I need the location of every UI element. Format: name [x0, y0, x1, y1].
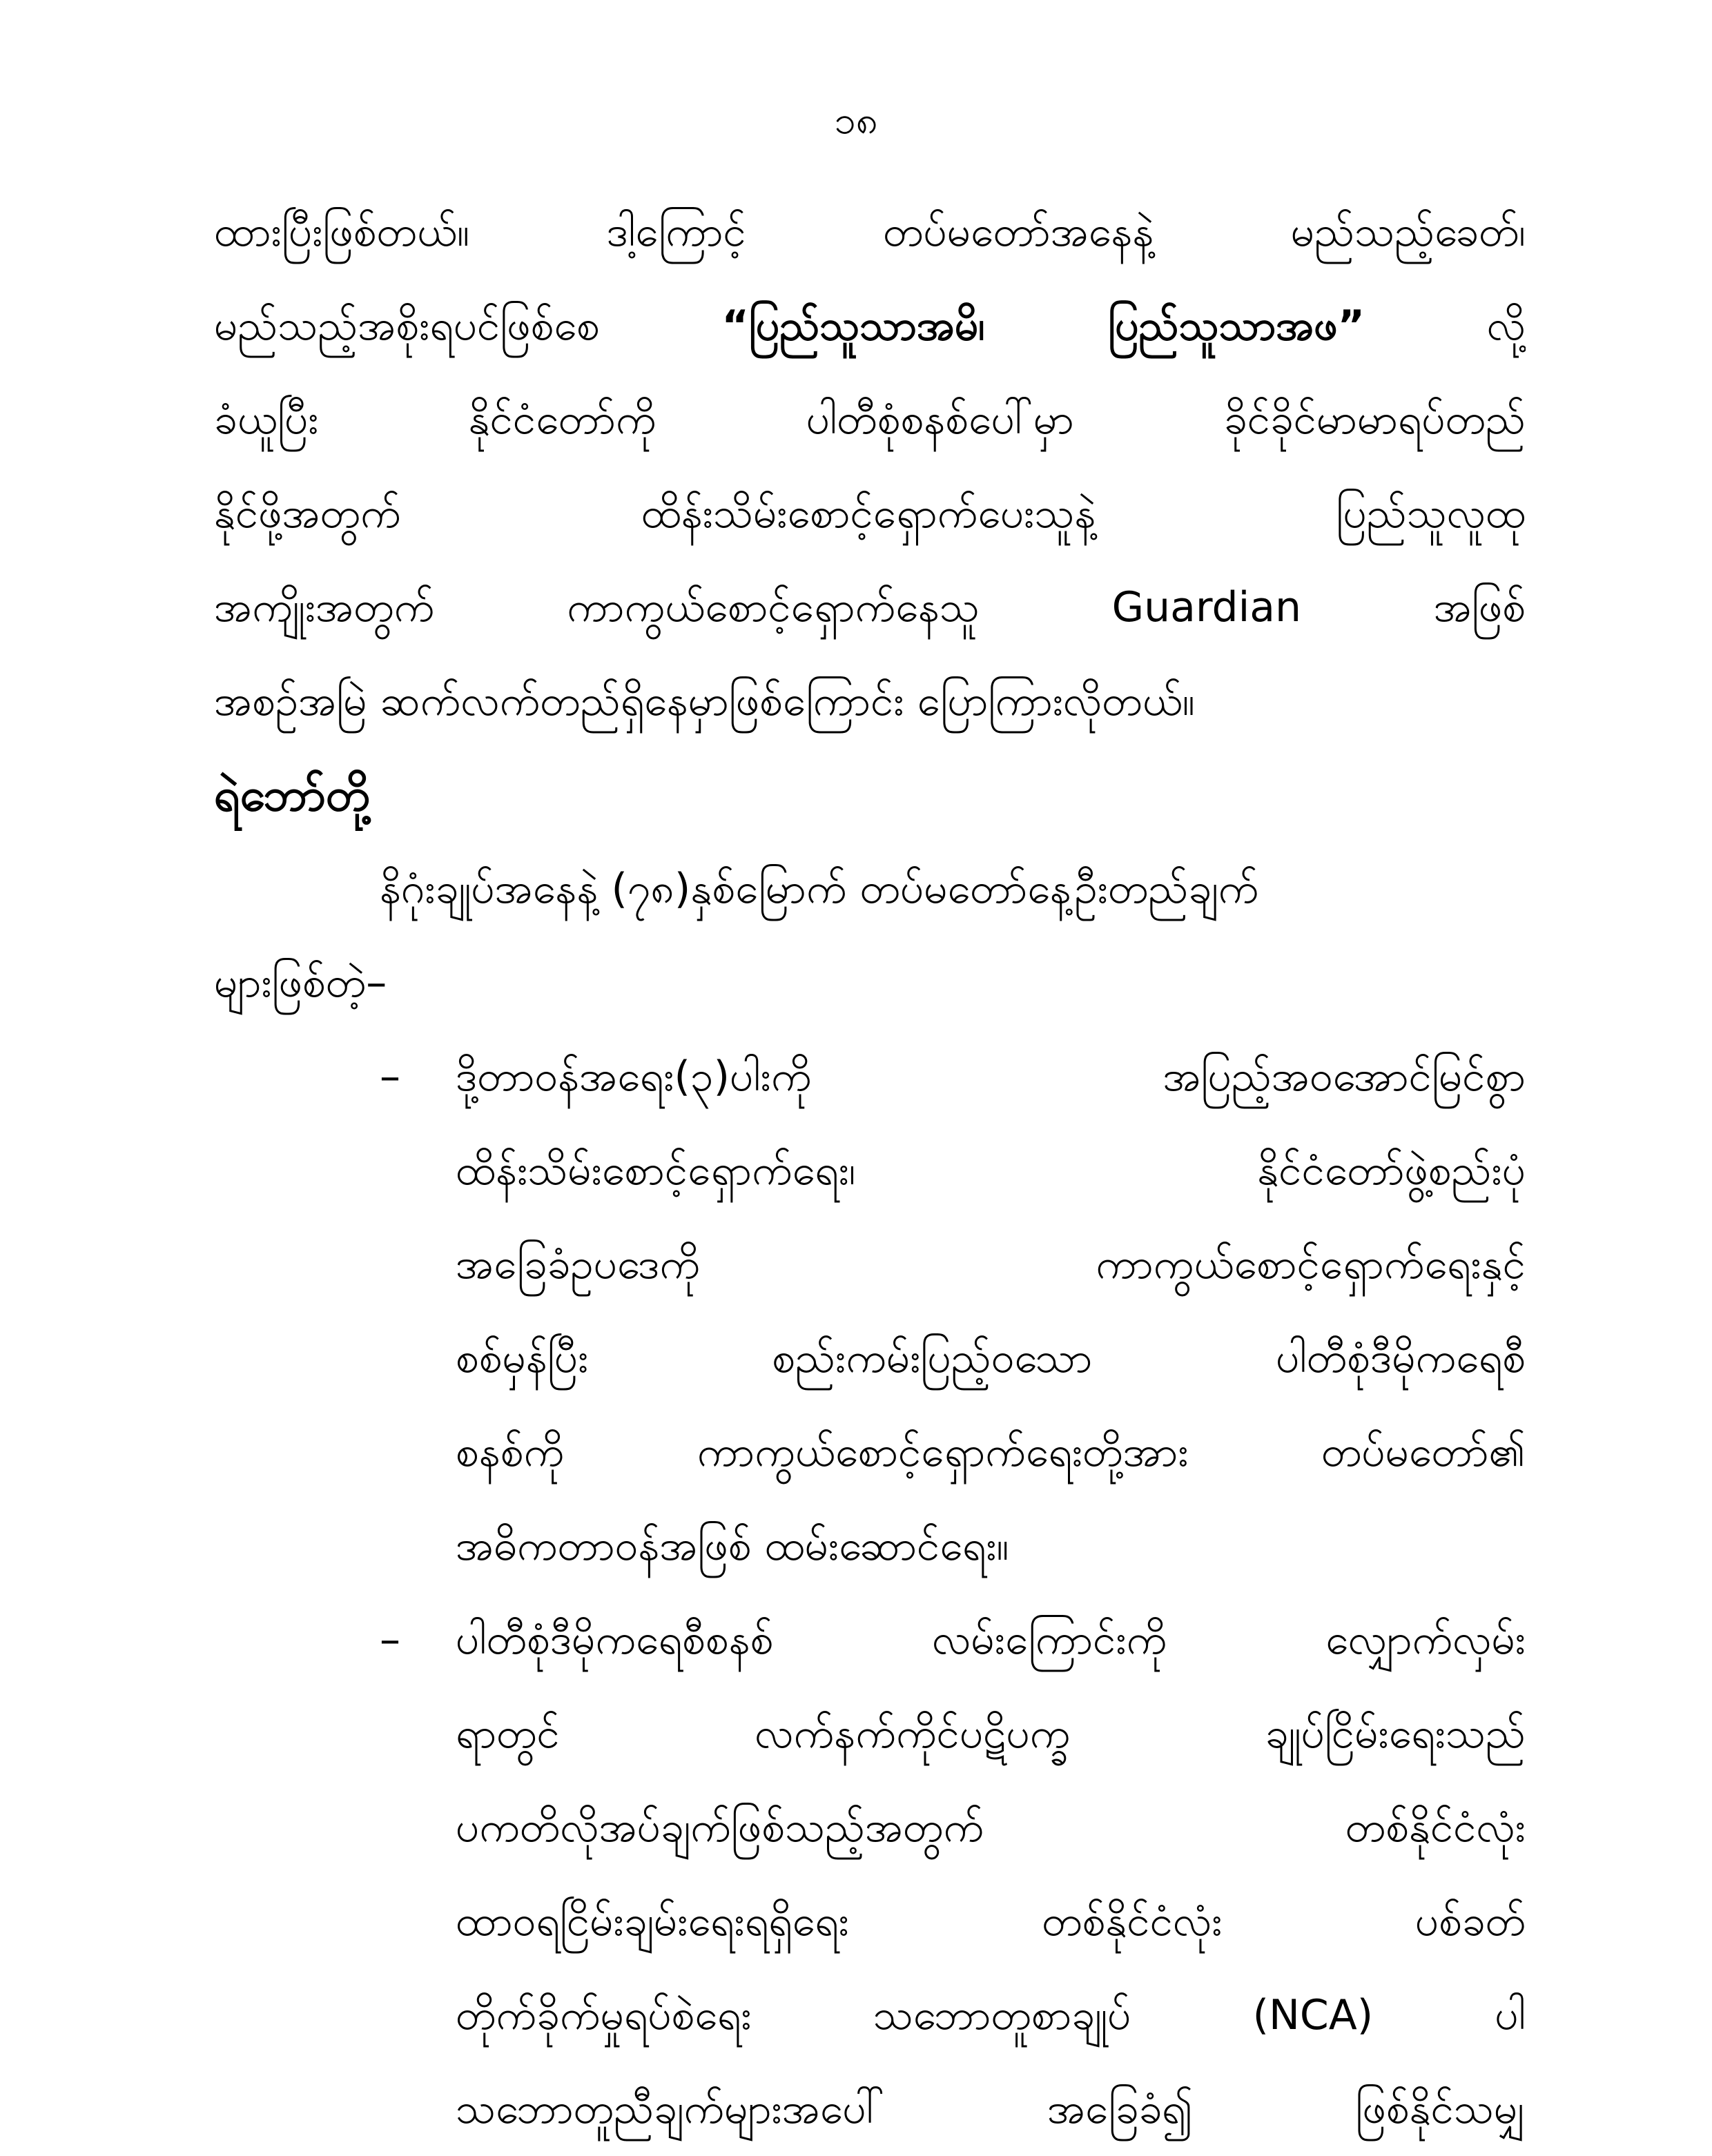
bullet-dash: –: [380, 1616, 400, 1664]
paragraph-line: [214, 279, 1526, 373]
paragraph-line: ထားပြီးဖြစ်တယ်။ ဒါ့ကြောင့် တပ်မတော်အနေနဲ့ မည်သည့်ခေတ်၊: [214, 208, 1526, 256]
paragraph-line: နိဂုံးချုပ်အနေနဲ့ (၇၈)နှစ်မြောက် တပ်မတော်နေ့ဦးတည်ချက်: [380, 865, 1259, 913]
bullet-line: ထာဝရငြိမ်းချမ်းရေးရရှိရေး တစ်နိုင်ငံလုံး ပစ်ခတ်: [456, 1897, 1526, 1946]
paragraph-text: မည်သည့်အစိုးရပင်ဖြစ်စေ: [214, 302, 600, 350]
paragraph-line: ခံယူပြီး နိုင်ငံတော်ကို ပါတီစုံစနစ်ပေါ်မှာ ခိုင်ခိုင်မာမာရပ်တည်: [214, 395, 1526, 444]
bullet-text: ဒို့တာဝန်အရေး(၃)ပါးကို အပြည့်အဝအောင်မြင်စွာ: [456, 1052, 1526, 1101]
bullet-line: အခြေခံဥပဒေကို ကာကွယ်စောင့်ရှောက်ရေးနှင့်: [456, 1240, 1526, 1288]
bullet-dash: –: [380, 1052, 400, 1101]
page-number: ၁၈: [834, 98, 878, 143]
page-body: [214, 185, 1526, 2156]
bullet-line: [214, 1593, 1526, 1687]
bullet-line: စနစ်ကို ကာကွယ်စောင့်ရှောက်ရေးတို့အား တပ်မတော်၏: [456, 1428, 1526, 1476]
bullet-line: [214, 1030, 1526, 1124]
paragraph-line: အစဉ်အမြဲ ဆက်လက်တည်ရှိနေမှာဖြစ်ကြောင်း ပြောကြားလိုတယ်။: [214, 677, 1196, 725]
bullet-line: ပကတိလိုအပ်ချက်ဖြစ်သည့်အတွက် တစ်နိုင်ငံလုံး: [456, 1803, 1526, 1852]
section-heading: ရဲဘော်တို့: [214, 768, 371, 821]
bullet-line: ထိန်းသိမ်းစောင့်ရှောက်ရေး၊ နိုင်ငံတော်ဖွဲ့စည်းပုံ: [456, 1146, 1526, 1195]
bullet-line: စစ်မှန်ပြီး စည်းကမ်းပြည့်ဝသော ပါတီစုံဒီမိုကရေစီ: [456, 1334, 1526, 1382]
bold-quote: “ပြည်သူသာအမိ၊ ပြည်သူသာအဖ”: [721, 302, 1365, 350]
bullet-text: ပါတီစုံဒီမိုကရေစီစနစ် လမ်းကြောင်းကို လျှောက်လှမ်း: [456, 1616, 1526, 1664]
bullet-line: ရာတွင် လက်နက်ကိုင်ပဋိပက္ခ ချုပ်ငြိမ်းရေးသည်: [456, 1709, 1526, 1758]
bullet-line: သဘောတူညီချက်များအပေါ် အခြေခံ၍ ဖြစ်နိုင်သမျှ: [456, 2085, 1526, 2133]
bullet-line: အဓိကတာဝန်အဖြစ် ထမ်းဆောင်ရေး။: [456, 1522, 1009, 1570]
paragraph-line: များဖြစ်တဲ့–: [214, 959, 387, 1007]
paragraph-line: နိုင်ဖို့အတွက် ထိန်းသိမ်းစောင့်ရှောက်ပေးသူနဲ့ ပြည်သူလူထု: [214, 489, 1526, 538]
paragraph-text: လို့: [1486, 302, 1526, 350]
bullet-line: တိုက်ခိုက်မှုရပ်စဲရေး သဘောတူစာချုပ် (NCA) ပါ: [456, 1991, 1526, 2039]
paragraph-line: အကျိုးအတွက် ကာကွယ်စောင့်ရှောက်နေသူ Guardian အဖြစ်: [214, 583, 1526, 631]
